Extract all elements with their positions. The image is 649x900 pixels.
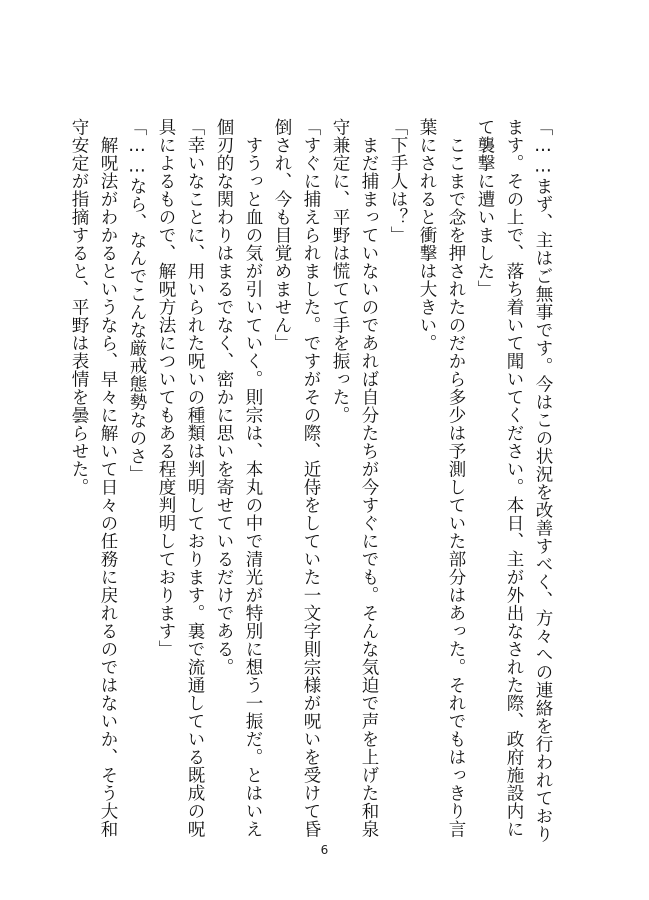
body-text bbox=[64, 118, 557, 843]
text-line: 葉にされると衝撃は大きい。 bbox=[417, 118, 437, 352]
text-line: すうっと血の気が引いていく。則宗は、本丸の中で清光が特別に想う一振だ。とはいえ bbox=[243, 118, 263, 838]
text-line: まだ捕まっていないのであれば自分たちが今すぐにでも。そんな気迫で声を上げた和泉 bbox=[359, 118, 379, 838]
text-line: 守安定が指摘すると、平野は表情を曇らせた。 bbox=[69, 118, 89, 496]
text-line: 「すぐに捕えられました。ですがその際、近侍をしていた一文字則宗様が呪いを受けて昏 bbox=[301, 118, 321, 838]
text-line: 「……なら、なんでこんな厳戒態勢なのさ」 bbox=[127, 118, 147, 483]
text-line: 「下手人は？」 bbox=[388, 118, 408, 244]
text-line: 倒され、今も目覚めません」 bbox=[272, 118, 292, 352]
text-line: 解呪法がわかるというなら、早々に解いて日々の任務に戻れるのではないか、そう大和 bbox=[98, 118, 118, 838]
text-line: 「……まず、主はご無事です。今はこの状況を改善すべく、方々への連絡を行われており bbox=[533, 118, 553, 843]
text-line: 個刃的な関わりはまるでなく、密かに思いを寄せているだけである。 bbox=[214, 118, 234, 676]
text-line: ます。その上で、落ち着いて聞いてください。本日、主が外出なされた際、政府施設内に bbox=[504, 118, 524, 838]
text-line: 「幸いなことに、用いられた呪いの種類は判明しております。裏で流通している既成の呪 bbox=[185, 118, 205, 838]
page-number: 6 bbox=[320, 843, 329, 857]
text-line: 守兼定に、平野は慌てて手を振った。 bbox=[330, 118, 350, 424]
text-line: 具によるもので、解呪方法についてもある程度判明しております」 bbox=[156, 118, 176, 658]
text-line: て襲撃に遭いました」 bbox=[475, 118, 495, 298]
text-line: ここまで念を押されたのだから多少は予測していた部分はあった。それでもはっきり言 bbox=[446, 118, 466, 838]
